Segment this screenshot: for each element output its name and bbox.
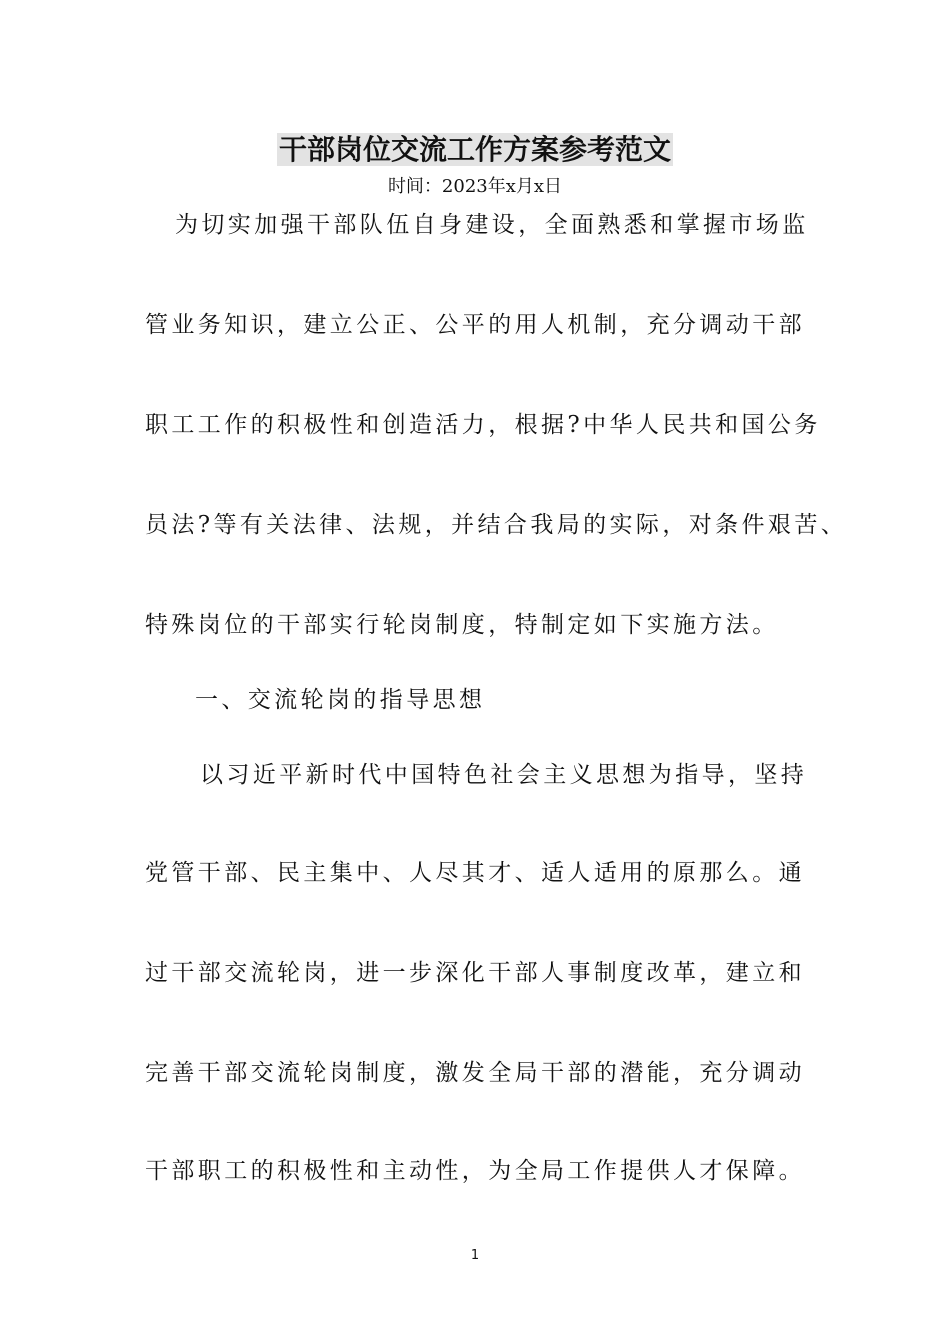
- page-number: 1: [470, 1248, 480, 1263]
- paragraph-2-line-3: 过干部交流轮岗，进一步深化干部人事制度改革，建立和: [145, 960, 805, 986]
- paragraph-2-line-4: 完善干部交流轮岗制度，激发全局干部的潜能，充分调动: [145, 1060, 805, 1086]
- paragraph-1-line-4: 员法?等有关法律、法规，并结合我局的实际，对条件艰苦、: [145, 512, 848, 538]
- document-date: 时间：2023年x月x日: [387, 176, 563, 197]
- document-title-text: 干部岗位交流工作方案参考范文: [278, 133, 671, 166]
- paragraph-1-line-1: 为切实加强干部队伍自身建设，全面熟悉和掌握市场监: [175, 212, 809, 238]
- paragraph-2-line-1: 以习近平新时代中国特色社会主义思想为指导，坚持: [200, 762, 808, 788]
- paragraph-1-line-5: 特殊岗位的干部实行轮岗制度，特制定如下实施方法。: [145, 612, 779, 638]
- paragraph-1-line-2: 管业务知识，建立公正、公平的用人机制，充分调动干部: [145, 312, 805, 338]
- document-title: [0, 128, 950, 172]
- paragraph-2-line-5: 干部职工的积极性和主动性，为全局工作提供人才保障。: [145, 1158, 805, 1184]
- section-heading-1: 一、交流轮岗的指导思想: [195, 687, 486, 713]
- paragraph-1-line-3: 职工工作的积极性和创造活力，根据?中华人民共和国公务: [145, 412, 821, 438]
- paragraph-2-line-2: 党管干部、民主集中、人尽其才、适人适用的原那么。通: [145, 860, 805, 886]
